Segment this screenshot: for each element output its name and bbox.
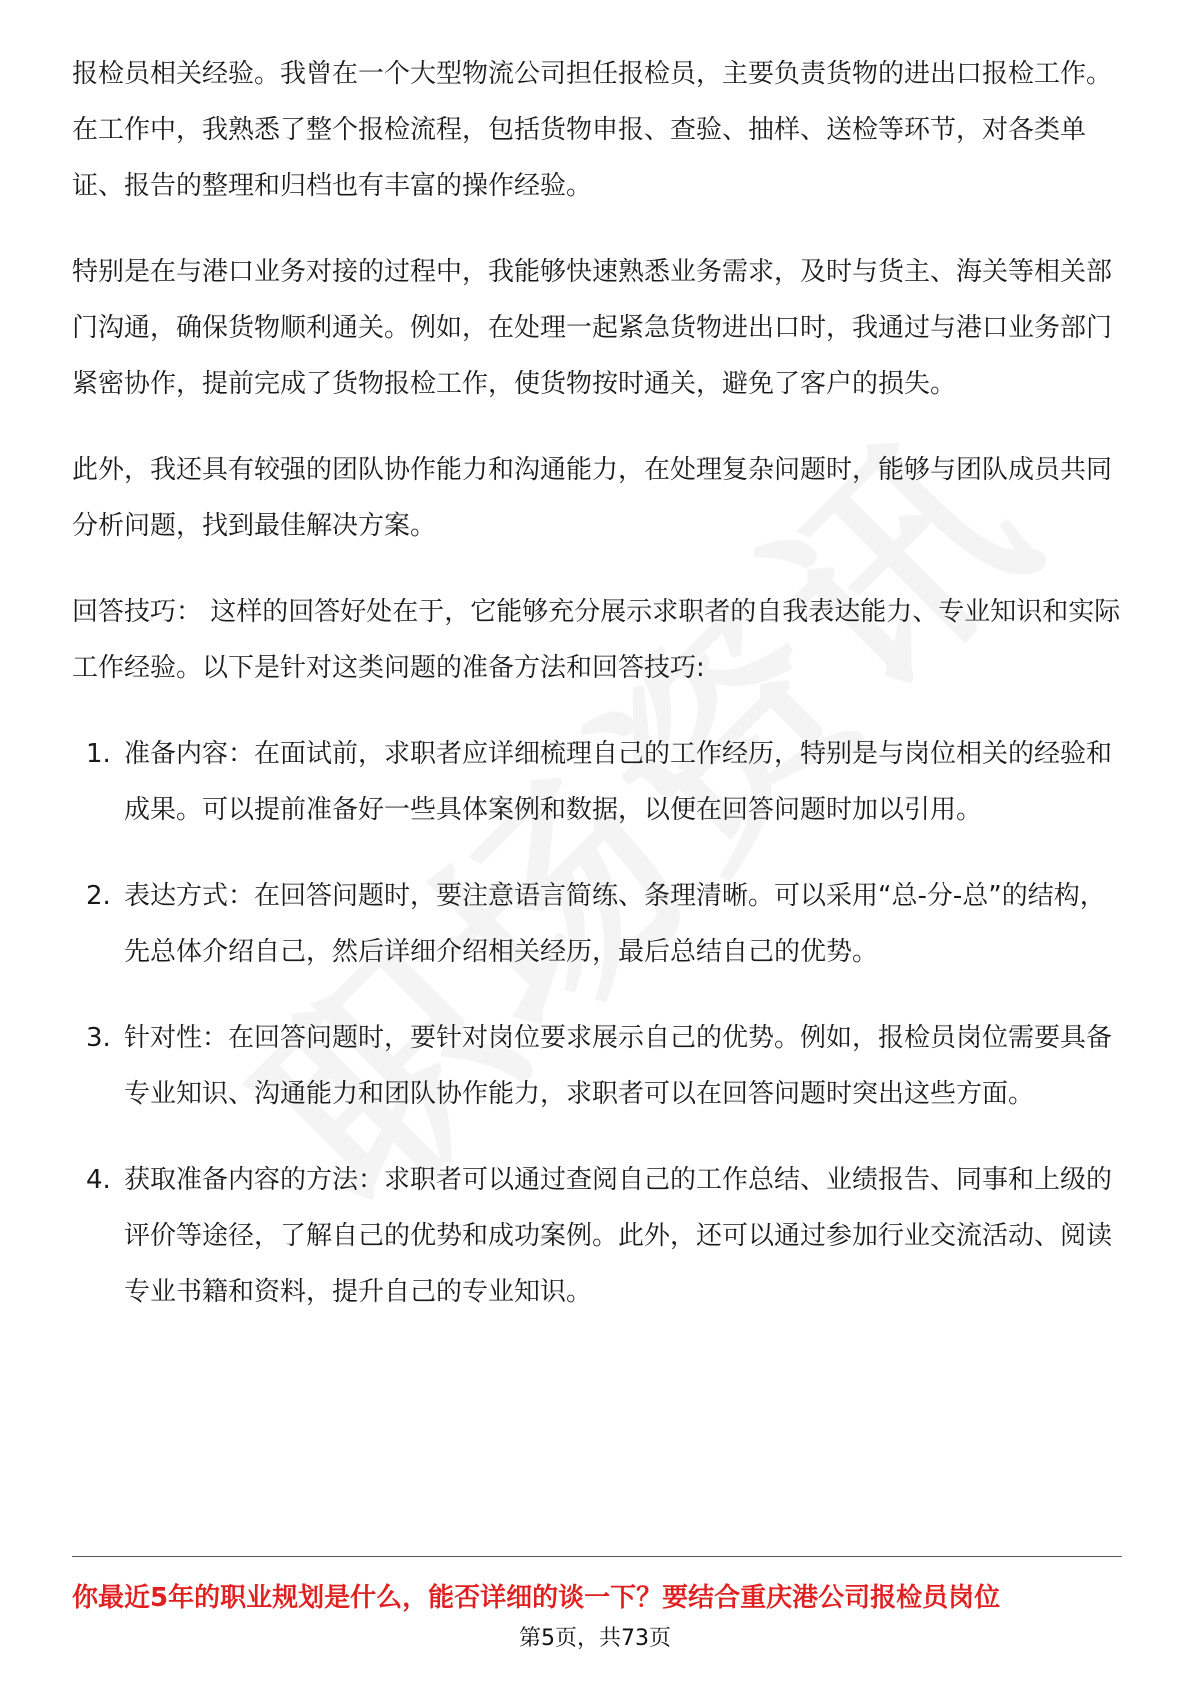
page-number: 第5页，共73页 xyxy=(519,1626,671,1651)
list-text: 表达方式：在回答问题时，要注意语言简练、条理清晰。可以采用“总-分-总”的结构，先总体介绍自己，然后详细介绍相关经历，最后总结自己的优势。 xyxy=(124,881,1106,967)
list-item xyxy=(72,726,1122,838)
list-item xyxy=(72,868,1122,980)
list-item xyxy=(72,1010,1122,1122)
list-text: 准备内容：在面试前，求职者应详细梳理自己的工作经历，特别是与岗位相关的经验和成果。可以提前准备好一些具体案例和数据，以便在回答问题时加以引用。 xyxy=(124,739,1113,825)
next-question-title: 你最近5年的职业规划是什么，能否详细的谈一下？要结合重庆港公司报检员岗位 xyxy=(72,1583,1001,1613)
list-item xyxy=(72,1152,1122,1320)
paragraph-experience: 报检员相关经验。我曾在一个大型物流公司担任报检员，主要负责货物的进出口报检工作。在工作中，我熟悉了整个报检流程，包括货物申报、查验、抽样、送检等环节，对各类单证、报告的整理和归档也有丰富的操作经验。 xyxy=(72,59,1113,201)
list-number: 1. xyxy=(86,739,111,769)
list-number: 2. xyxy=(86,881,111,911)
list-text: 针对性：在回答问题时，要针对岗位要求展示自己的优势。例如，报检员岗位需要具备专业知识、沟通能力和团队协作能力，求职者可以在回答问题时突出这些方面。 xyxy=(124,1023,1113,1109)
tips-list xyxy=(72,726,1122,1320)
list-text: 获取准备内容的方法：求职者可以通过查阅自己的工作总结、业绩报告、同事和上级的评价等途径，了解自己的优势和成功案例。此外，还可以通过参加行业交流活动、阅读专业书籍和资料，提升自己的专业知识。 xyxy=(124,1165,1113,1307)
paragraph-teamwork: 此外，我还具有较强的团队协作能力和沟通能力，在处理复杂问题时，能够与团队成员共同分析问题，找到最佳解决方案。 xyxy=(72,455,1113,541)
list-number: 4. xyxy=(86,1165,111,1195)
footer-divider xyxy=(72,1556,1122,1557)
paragraph-port-example: 特别是在与港口业务对接的过程中，我能够快速熟悉业务需求，及时与货主、海关等相关部门沟通，确保货物顺利通关。例如，在处理一起紧急货物进出口时，我通过与港口业务部门紧密协作，提前完成了货物报检工作，使货物按时通关，避免了客户的损失。 xyxy=(72,257,1113,399)
paragraph-answer-tips: 回答技巧： 这样的回答好处在于，它能够充分展示求职者的自我表达能力、专业知识和实际工作经验。以下是针对这类问题的准备方法和回答技巧: xyxy=(72,597,1121,683)
body-content xyxy=(72,46,1122,1350)
list-number: 3. xyxy=(86,1023,111,1053)
